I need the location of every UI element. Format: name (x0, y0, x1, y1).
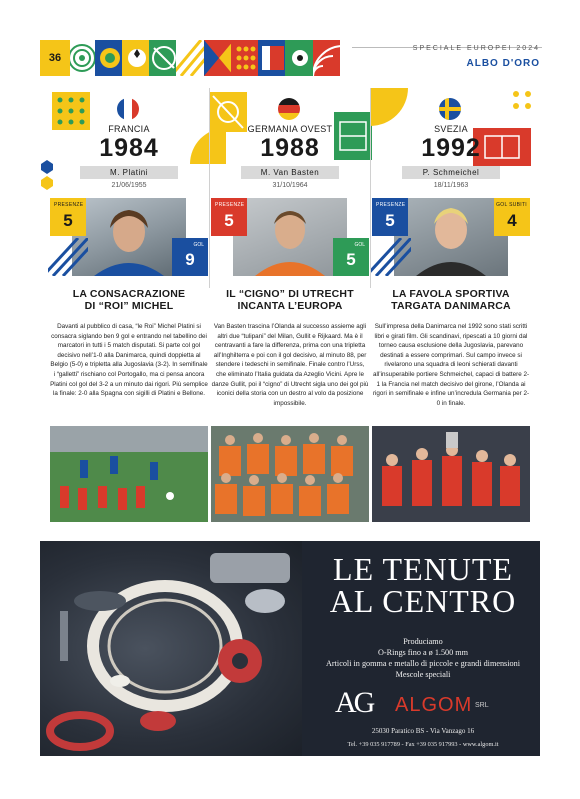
year: 1988 (260, 134, 320, 162)
column-divider (209, 88, 210, 288)
pattern-tile (313, 40, 340, 76)
pattern-tile (231, 40, 258, 76)
header-pattern-strip (40, 40, 340, 76)
player-photo (72, 198, 186, 276)
pattern-tile (95, 40, 122, 76)
decor-stripes (371, 238, 411, 276)
logo-mark: AG (335, 686, 373, 719)
pattern-tile (204, 40, 231, 76)
ad-headline: LE TENUTE AL CENTRO (329, 551, 517, 619)
country-name: GERMANIA OVEST (247, 124, 333, 134)
goals-conceded-badge: GOL SUBITI 4 (494, 198, 530, 236)
page-number: 36 (40, 40, 70, 76)
article-body: Van Basten trascina l’Olanda al successo assieme agli altri due “tulipani” del Milan, Gullit e Rijkaard. Ma è il centravanti a fare la differenza, prima con una tripletta all’Inghilterra e poi con il gol decisivo, al minuto 88, per stendere i tedeschi in semifinale. Finale contro l’Urss, che eliminato l’Italia guidata da Azeglio Vicini. Apre le danze Gullit, poi il “cigno” di Utrecht sigla uno dei gol più iconici della storia con un destro al volo da posizione impossibile. (211, 323, 369, 407)
goals-badge: GOL 9 (172, 238, 208, 276)
player-birthdate: 31/10/1964 (272, 182, 308, 189)
logo-suffix: SRL (475, 702, 489, 709)
player-birthdate: 18/11/1963 (433, 182, 469, 189)
pattern-tile (67, 40, 94, 76)
player-birthdate: 21/06/1955 (111, 182, 147, 189)
flag-sweden-icon (439, 98, 461, 120)
ad-product-photo (40, 541, 302, 756)
advertisement-algom[interactable] (40, 541, 540, 756)
year: 1992 (421, 134, 481, 162)
appearances-badge: PRESENZE 5 (372, 198, 408, 236)
logo-name: ALGOM (395, 694, 473, 716)
player-name: M. Van Basten (241, 166, 339, 179)
champion-card-1992 (372, 88, 530, 506)
algom-logo (335, 686, 525, 718)
section-label: SPECIALE EUROPEI 2024 (412, 45, 540, 52)
decor-stripes (48, 238, 88, 276)
player-photo (233, 198, 347, 276)
flag-germany-icon (278, 98, 300, 120)
pattern-tile (122, 40, 149, 76)
flag-france-icon (117, 98, 139, 120)
pattern-tile (258, 40, 285, 76)
pattern-tile (176, 40, 203, 76)
goals-badge: GOL 5 (333, 238, 369, 276)
article-body: Davanti al pubblico di casa, “le Roi” Michel Platini si consacra siglando ben 9 gol e entrando nel tabellino dei marcatori in tutti i 5 match disputati. Si parte col gol decisivo nell’1-0 alla Danimarca, quindi doppietta al Belgio (5-0) e tripletta alla Jugoslavia (3-2). In semifinale i “galletti” rischiano col Portogallo, ma ci pensa ancora Platini col gol del 3-2 a un minuto dai rigori. Più semplice la finale: 2-0 alla Spagna con sigilli di Platini e Bellone. (50, 323, 208, 398)
team-photo (211, 426, 369, 522)
champion-card-1984 (50, 88, 208, 506)
ad-description: Produciamo O-Rings fino a ø 1.500 mm Articoli in gomma e metallo di piccole e grandi dimensioni Mescole speciali (326, 637, 520, 679)
country-name: SVEZIA (434, 124, 468, 134)
pattern-tile (149, 40, 176, 76)
player-name: P. Schmeichel (402, 166, 500, 179)
champion-card-1988 (211, 88, 369, 506)
headline: LA CONSACRAZIONE DI “ROI” MICHEL (72, 288, 186, 312)
page-title: ALBO D'ORO (466, 58, 540, 69)
appearances-badge: PRESENZE 5 (50, 198, 86, 236)
year: 1984 (99, 134, 159, 162)
ad-contacts[interactable]: Tel. +39 035 917789 - Fax +39 035 917993 - www.algom.it (347, 741, 499, 748)
celebration-photo (372, 426, 530, 522)
player-name: M. Platini (80, 166, 178, 179)
appearances-badge: PRESENZE 5 (211, 198, 247, 236)
pattern-tile (285, 40, 312, 76)
match-photo (50, 426, 208, 522)
player-photo (394, 198, 508, 276)
headline: LA FAVOLA SPORTIVA TARGATA DANIMARCA (391, 288, 511, 312)
country-name: FRANCIA (108, 124, 150, 134)
article-body: Sull’impresa della Danimarca nel 1992 sono stati scritti libri e girati film. Gli scandinavi, ripescati a 10 giorni dal torneo causa esclusione della Jugoslavia, parevano destinati a essere comprimari. Sul campo invece si rivelarono una squadra di leoni schierati davanti all’insuperabile portiere Schmeichel, capaci di battere 2-1 la Francia nel match decisivo del girone, l’Olanda ai rigori in semifinale e infine un’incredula Germania per 2-0 in finale. (372, 323, 530, 407)
ad-address: 25030 Paratico BS - Via Vanzago 16 (371, 727, 475, 735)
headline: IL “CIGNO” DI UTRECHT INCANTA L’EUROPA (226, 288, 354, 312)
